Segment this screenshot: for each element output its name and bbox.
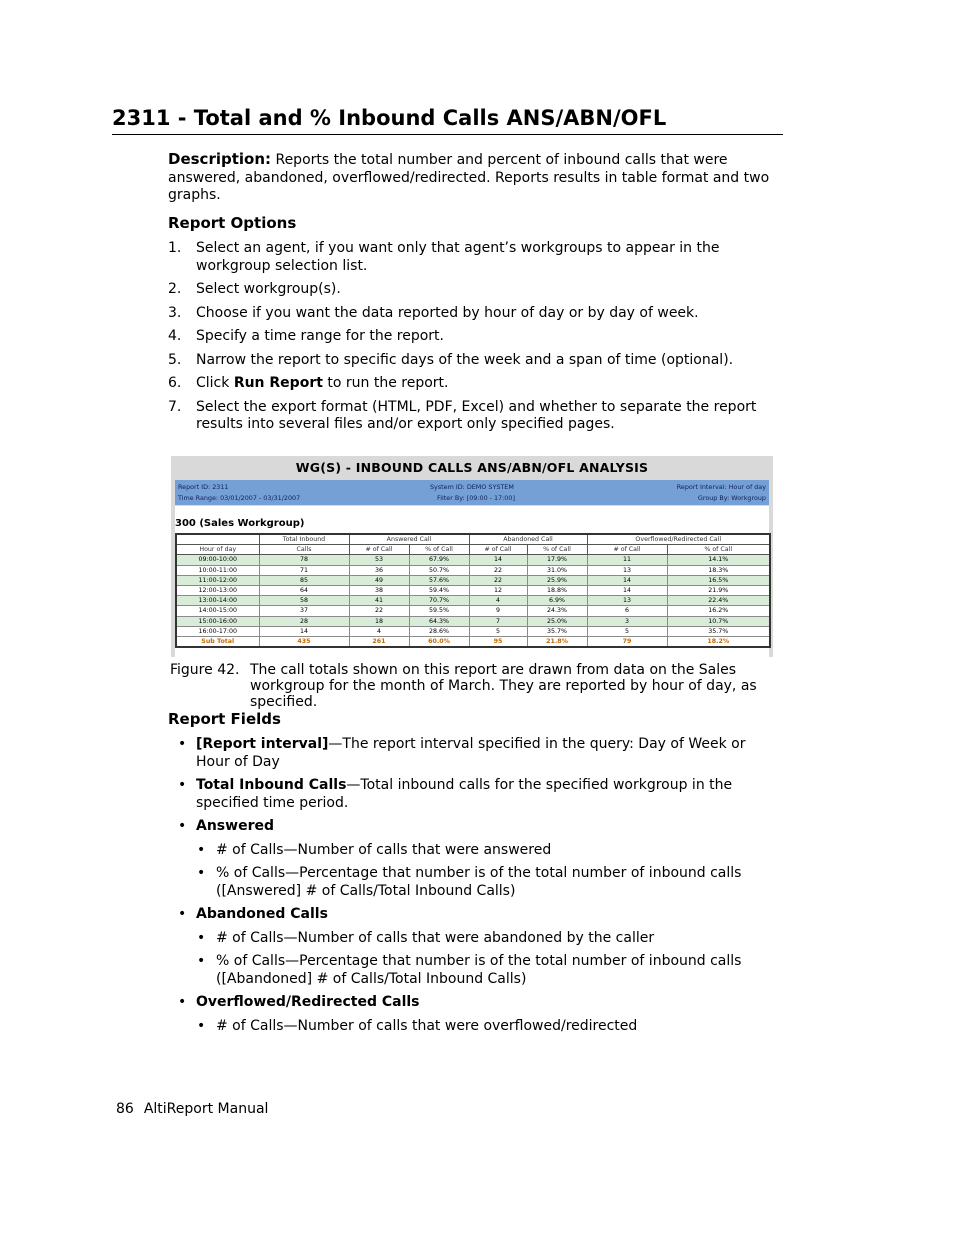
- list-item: 1. Select an agent, if you want only that agent’s workgroups to appear in the workgroup selection list.: [168, 240, 720, 274]
- report-options-heading: Report Options: [168, 214, 297, 232]
- table-cell: % of Call: [527, 545, 587, 555]
- table-row: [176, 616, 770, 626]
- table-cell: 16.2%: [667, 606, 770, 616]
- table-cell: 13: [587, 596, 667, 606]
- time-range: Time Range: 03/01/2007 - 03/31/2007: [178, 494, 301, 502]
- report-table-wrap: [175, 533, 769, 654]
- page-footer: [116, 1101, 268, 1117]
- table-row: [176, 606, 770, 616]
- list-item: • [Report interval]—The report interval specified in the query: Day of Week or Hour of Day: [178, 736, 746, 770]
- table-group-header-cell: Total Inbound: [259, 534, 349, 545]
- table-cell: 78: [259, 555, 349, 565]
- table-cell: 09:00-10:00: [176, 555, 259, 565]
- table-cell: 85: [259, 575, 349, 585]
- table-cell: 35.7%: [527, 626, 587, 636]
- table-cell: 16:00-17:00: [176, 626, 259, 636]
- table-cell: 22: [469, 575, 527, 585]
- table-group-header: [176, 534, 770, 545]
- table-cell: 6.9%: [527, 596, 587, 606]
- table-cell: 18.8%: [527, 585, 587, 595]
- table-group-header-cell: Answered Call: [349, 534, 469, 545]
- table-cell: 59.4%: [409, 585, 469, 595]
- table-cell: 16.5%: [667, 575, 770, 585]
- list-item: • Overflowed/Redirected Calls: [178, 994, 420, 1010]
- table-cell: 14.1%: [667, 555, 770, 565]
- table-cell: 435: [259, 636, 349, 647]
- table-cell: 18: [349, 616, 409, 626]
- table-row: [176, 596, 770, 606]
- table-cell: 28: [259, 616, 349, 626]
- table-cell: 17.9%: [527, 555, 587, 565]
- figure-number: Figure 42.: [170, 662, 240, 678]
- figure-caption-text: The call totals shown on this report are drawn from data on the Sales workgroup for the month of March. They are reported by hour of day, as specified.: [250, 662, 757, 710]
- table-row: [176, 585, 770, 595]
- table-cell: 10:00-11:00: [176, 565, 259, 575]
- table-cell: 31.0%: [527, 565, 587, 575]
- filter-by: Filter By: [09:00 - 17:00]: [437, 494, 515, 502]
- table-cell: 13:00-14:00: [176, 596, 259, 606]
- table-cell: 22.4%: [667, 596, 770, 606]
- report-fields-heading: Report Fields: [168, 710, 281, 728]
- page-number: 86: [116, 1101, 134, 1117]
- table-row: [176, 555, 770, 565]
- table-cell: 60.0%: [409, 636, 469, 647]
- table-cell: 22: [469, 565, 527, 575]
- table-row: [176, 636, 770, 647]
- figure-title: WG(S) - INBOUND CALLS ANS/ABN/OFL ANALYSIS: [295, 460, 649, 475]
- table-cell: 50.7%: [409, 565, 469, 575]
- table-cell: 14:00-15:00: [176, 606, 259, 616]
- sub-list-item: • # of Calls—Number of calls that were overflowed/redirected: [197, 1017, 638, 1034]
- table-cell: 14: [469, 555, 527, 565]
- table-cell: 14: [587, 585, 667, 595]
- table-cell: 12: [469, 585, 527, 595]
- list-item: • Answered: [178, 818, 274, 834]
- table-cell: 67.9%: [409, 555, 469, 565]
- table-cell: 79: [587, 636, 667, 647]
- table-cell: 22: [349, 606, 409, 616]
- table-cell: 24.3%: [527, 606, 587, 616]
- table-cell: 57.6%: [409, 575, 469, 585]
- table-row: [176, 626, 770, 636]
- page-title: 2311 - Total and % Inbound Calls ANS/ABN/OFL: [112, 104, 783, 135]
- table-cell: 13: [587, 565, 667, 575]
- report-id: Report ID: 2311: [178, 483, 229, 491]
- table-cell: 14: [587, 575, 667, 585]
- table-group-header-cell: [176, 534, 259, 545]
- sub-list-item: • # of Calls—Number of calls that were answered: [197, 841, 552, 858]
- table-cell: 3: [587, 616, 667, 626]
- table-cell: 4: [349, 626, 409, 636]
- figure-header-band: [175, 480, 769, 505]
- list-item: 5. Narrow the report to specific days of the week and a span of time (optional).: [168, 351, 734, 368]
- report-options-list: [168, 240, 783, 440]
- sub-list-item: • # of Calls—Number of calls that were abandoned by the caller: [197, 929, 655, 946]
- list-item: 4. Specify a time range for the report.: [168, 328, 444, 344]
- table-cell: # of Call: [349, 545, 409, 555]
- table-cell: 25.0%: [527, 616, 587, 626]
- table-cell: 64.3%: [409, 616, 469, 626]
- table-cell: 18.3%: [667, 565, 770, 575]
- table-cell: 59.5%: [409, 606, 469, 616]
- table-cell: 9: [469, 606, 527, 616]
- table-row: [176, 565, 770, 575]
- table-cell: 58: [259, 596, 349, 606]
- table-cell: Calls: [259, 545, 349, 555]
- table-cell: 15:00-16:00: [176, 616, 259, 626]
- table-cell: 18.2%: [667, 636, 770, 647]
- table-cell: 11:00-12:00: [176, 575, 259, 585]
- sub-list-item: • % of Calls—Percentage that number is of the total number of inbound calls ([Abandoned] # of Calls/Total Inbound Calls): [197, 953, 742, 987]
- table-cell: 11: [587, 555, 667, 565]
- table-cell: 41: [349, 596, 409, 606]
- table-cell: 53: [349, 555, 409, 565]
- group-by: Group By: Workgroup: [697, 494, 766, 502]
- run-report-label: Run Report: [233, 375, 323, 391]
- workgroup-label: 300 (Sales Workgroup): [175, 518, 305, 529]
- table-cell: % of Call: [667, 545, 770, 555]
- list-item: 3. Choose if you want the data reported by hour of day or by day of week.: [168, 304, 699, 321]
- table-cell: # of Call: [469, 545, 527, 555]
- table-cell: 35.7%: [667, 626, 770, 636]
- table-cell: 4: [469, 596, 527, 606]
- report-fields-list: [168, 736, 783, 1041]
- table-cell: 21.9%: [667, 585, 770, 595]
- table-cell: 5: [587, 626, 667, 636]
- report-interval: Report Interval: Hour of day: [676, 483, 766, 491]
- table-cell: % of Call: [409, 545, 469, 555]
- table-cell: 28.6%: [409, 626, 469, 636]
- table-row: [176, 545, 770, 555]
- system-id: System ID: DEMO SYSTEM: [430, 483, 514, 491]
- report-table: [175, 533, 771, 648]
- table-cell: 10.7%: [667, 616, 770, 626]
- table-cell: 21.8%: [527, 636, 587, 647]
- table-cell: 71: [259, 565, 349, 575]
- table-group-header-cell: Overflowed/Redirected Call: [587, 534, 770, 545]
- list-item: 7. Select the export format (HTML, PDF, Excel) and whether to separate the report results into several files and/or export only specified pages.: [168, 398, 757, 432]
- table-cell: 38: [349, 585, 409, 595]
- manual-name: AltiReport Manual: [143, 1101, 269, 1117]
- table-cell: 12:00-13:00: [176, 585, 259, 595]
- list-item: • Total Inbound Calls—Total inbound calls for the specified workgroup in the specified time period.: [178, 777, 733, 811]
- table-cell: 14: [259, 626, 349, 636]
- table-cell: 95: [469, 636, 527, 647]
- description: [168, 151, 783, 205]
- description-label: Description:: [168, 150, 272, 168]
- list-item: • Abandoned Calls: [178, 906, 328, 922]
- table-cell: 5: [469, 626, 527, 636]
- table-cell: 25.9%: [527, 575, 587, 585]
- table-row: [176, 575, 770, 585]
- table-group-header-cell: Abandoned Call: [469, 534, 587, 545]
- table-cell: # of Call: [587, 545, 667, 555]
- list-item: 2. Select workgroup(s).: [168, 281, 341, 297]
- table-cell: 36: [349, 565, 409, 575]
- table-cell: 70.7%: [409, 596, 469, 606]
- description-text: Reports the total number and percent of inbound calls that were answered, abandoned, overflowed/redirected. Reports results in table format and two graphs.: [168, 152, 770, 203]
- list-item: 6. Click Run Report to run the report.: [168, 375, 449, 391]
- table-cell: 37: [259, 606, 349, 616]
- table-cell: 261: [349, 636, 409, 647]
- table-cell: Hour of day: [176, 545, 259, 555]
- table-cell: Sub Total: [176, 636, 259, 647]
- table-cell: 7: [469, 616, 527, 626]
- table-cell: 49: [349, 575, 409, 585]
- table-cell: 64: [259, 585, 349, 595]
- sub-list-item: • % of Calls—Percentage that number is of the total number of inbound calls ([Answered] # of Calls/Total Inbound Calls): [197, 865, 742, 899]
- table-cell: 6: [587, 606, 667, 616]
